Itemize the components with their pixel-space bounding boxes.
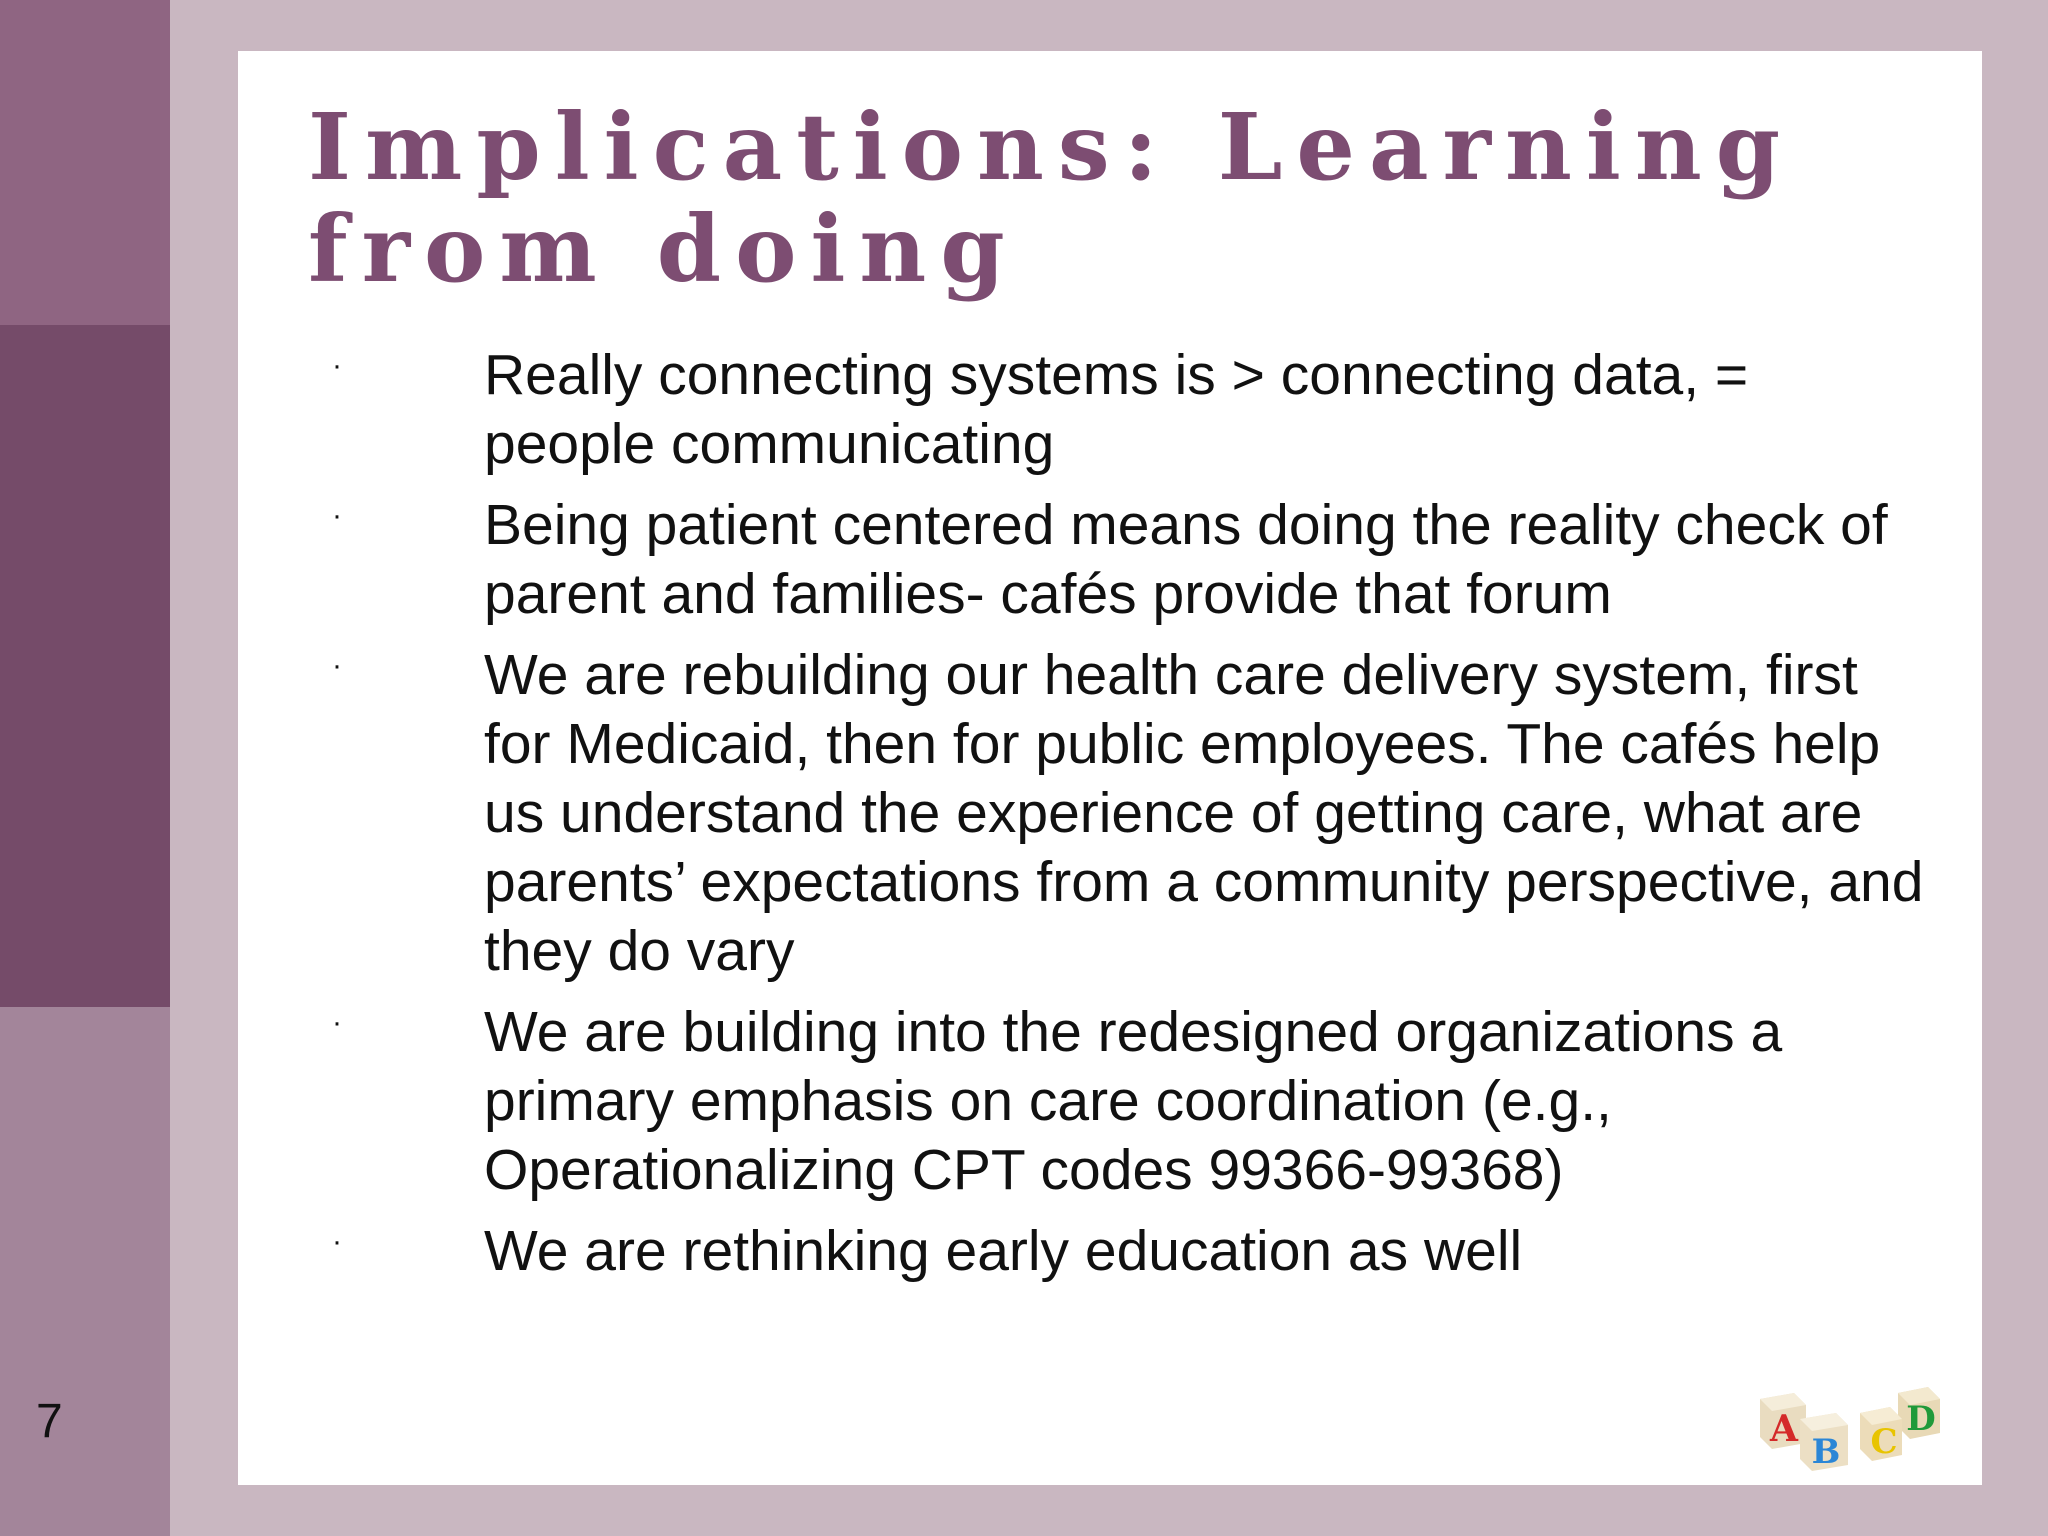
block-a: [1760, 1393, 1806, 1450]
sidebar-block-middle: [0, 325, 170, 1007]
sidebar-block-top: [0, 0, 170, 325]
bullet-dot: ·: [332, 649, 342, 682]
block-letter-d: D: [1906, 1399, 1936, 1439]
bullet-item: [238, 641, 1982, 986]
bullet-text: We are rebuilding our health care delivery system, first for Medicaid, then for public employees. The cafés help us understand the experience of getting care, what are parents’ expectations from a community perspective, and they do vary: [484, 643, 1924, 983]
block-letter-b: B: [1811, 1432, 1841, 1472]
block-d: [1898, 1387, 1940, 1439]
bullet-text: Really connecting systems is > connecting data, = people communicating: [484, 343, 1749, 476]
block-letter-c: C: [1870, 1422, 1898, 1462]
block-c: [1860, 1407, 1902, 1462]
bullet-item: [238, 1217, 1982, 1286]
slide-content: [238, 51, 1982, 1485]
bullet-item: [238, 998, 1982, 1205]
bullet-dot: ·: [332, 1006, 342, 1039]
block-letter-a: A: [1770, 1408, 1798, 1450]
bullet-dot: ·: [332, 499, 342, 532]
bullet-item: [238, 341, 1982, 479]
left-sidebar-bar: [0, 0, 170, 1536]
bullet-item: [238, 491, 1982, 629]
bullet-text: Being patient centered means doing the reality check of parent and families- cafés provide that forum: [484, 493, 1888, 626]
bullet-text: We are building into the redesigned organizations a primary emphasis on care coordination (e.g., Operationalizing CPT codes 99366-99368): [484, 1000, 1783, 1202]
sidebar-block-bottom: [0, 1007, 170, 1536]
block-b: [1800, 1413, 1848, 1472]
page-number: 7: [36, 1395, 63, 1448]
bullet-dot: ·: [332, 1225, 342, 1258]
bullet-text: We are rethinking early education as well: [484, 1219, 1523, 1283]
bullet-list: [238, 341, 1982, 1298]
bullet-dot: ·: [332, 349, 342, 382]
abcd-blocks-icon: [1756, 1373, 1956, 1473]
slide-title: Implications: Learning from doing: [308, 93, 1795, 303]
